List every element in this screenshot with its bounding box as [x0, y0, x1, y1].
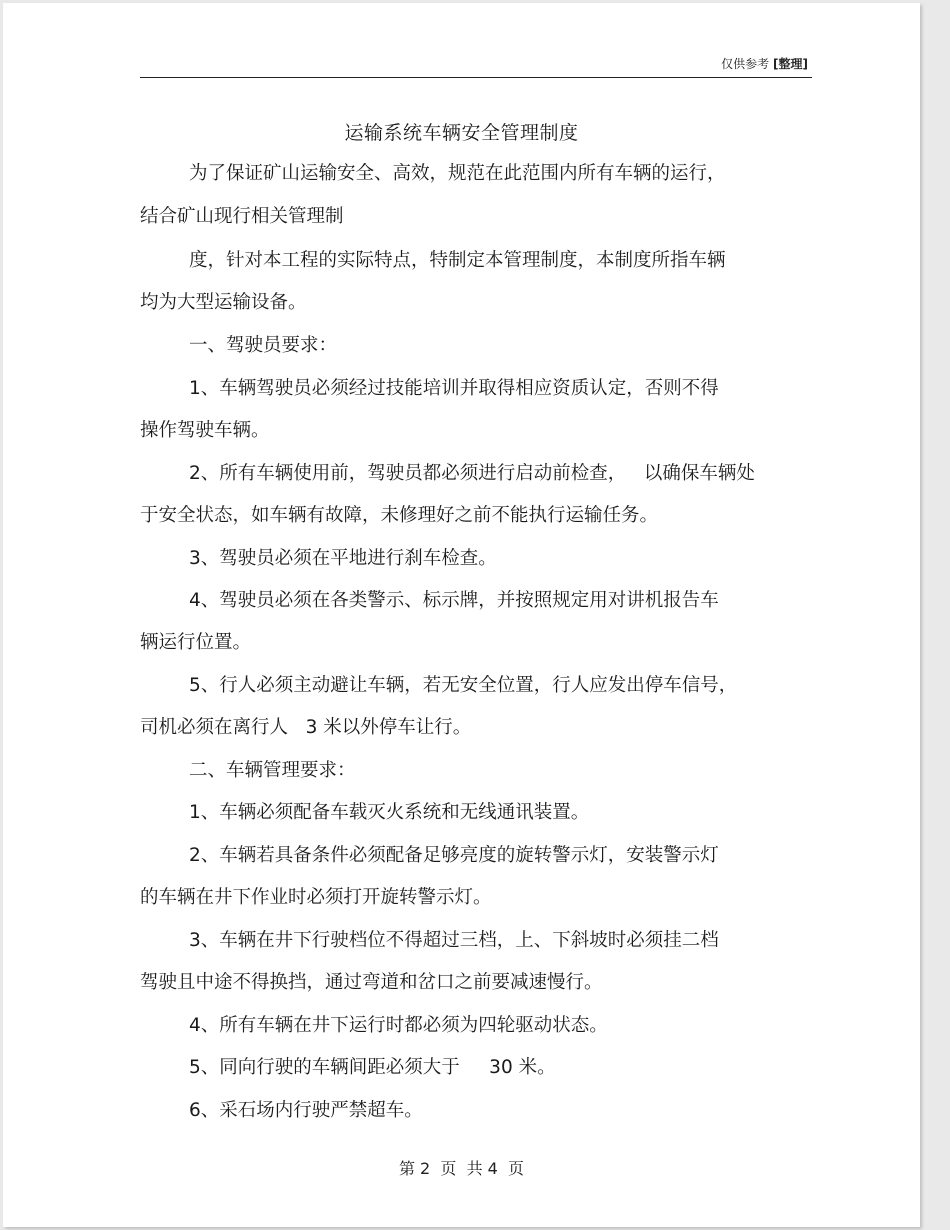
paragraph-line: 6、采石场内行驶严禁超车。 [189, 1100, 423, 1121]
header-note: 仅供参考 [721, 57, 770, 71]
paragraph-line: 为了保证矿山运输安全、高效，规范在此范围内所有车辆的运行， [189, 163, 726, 184]
paragraph-line: 5、同向行驶的车辆间距必须大于 30 米。 [189, 1057, 556, 1078]
header-tag: [整理] [773, 57, 808, 71]
paragraph-line: 1、车辆驾驶员必须经过技能培训并取得相应资质认定，否则不得 [189, 378, 719, 399]
paragraph-line: 2、车辆若具备条件必须配备足够亮度的旋转警示灯，安装警示灯 [189, 845, 719, 866]
paragraph-line: 结合矿山现行相关管理制 [140, 206, 344, 227]
paragraph-line: 于安全状态，如车辆有故障，未修理好之前不能执行运输任务。 [140, 505, 659, 526]
document-title: 运输系统车辆安全管理制度 [344, 122, 579, 144]
document-page [3, 3, 920, 1227]
paragraph-line: 4、驾驶员必须在各类警示、标示牌，并按照规定用对讲机报告车 [189, 590, 719, 611]
paragraph-line: 司机必须在离行人 3 米以外停车让行。 [140, 717, 472, 738]
header-divider [140, 77, 812, 78]
paragraph-line: 操作驾驶车辆。 [140, 420, 270, 441]
paragraph-line: 驾驶且中途不得换挡，通过弯道和岔口之前要减速慢行。 [140, 972, 603, 993]
paragraph-line: 3、车辆在井下行驶档位不得超过三档，上、下斜坡时必须挂二档 [189, 930, 719, 951]
section-heading: 二、车辆管理要求： [189, 760, 356, 781]
paragraph-line: 1、车辆必须配备车载灭火系统和无线通讯装置。 [189, 802, 590, 823]
paragraph-line: 的车辆在井下作业时必须打开旋转警示灯。 [140, 887, 492, 908]
page-header [721, 55, 808, 72]
paragraph-line: 4、所有车辆在井下运行时都必须为四轮驱动状态。 [189, 1015, 608, 1036]
paragraph-line: 2、所有车辆使用前，驾驶员都必须进行启动前检查， 以确保车辆处 [189, 463, 755, 484]
paragraph-line: 3、驾驶员必须在平地进行刹车检查。 [189, 548, 497, 569]
page-footer: 第 2 页 共 4 页 [398, 1159, 525, 1178]
paragraph-line: 5、行人必须主动避让车辆，若无安全位置，行人应发出停车信号， [189, 675, 738, 696]
paragraph-line: 均为大型运输设备。 [140, 292, 307, 313]
section-heading: 一、驾驶员要求： [189, 335, 338, 356]
paragraph-line: 度，针对本工程的实际特点，特制定本管理制度，本制度所指车辆 [189, 250, 726, 271]
paragraph-line: 辆运行位置。 [140, 632, 252, 653]
